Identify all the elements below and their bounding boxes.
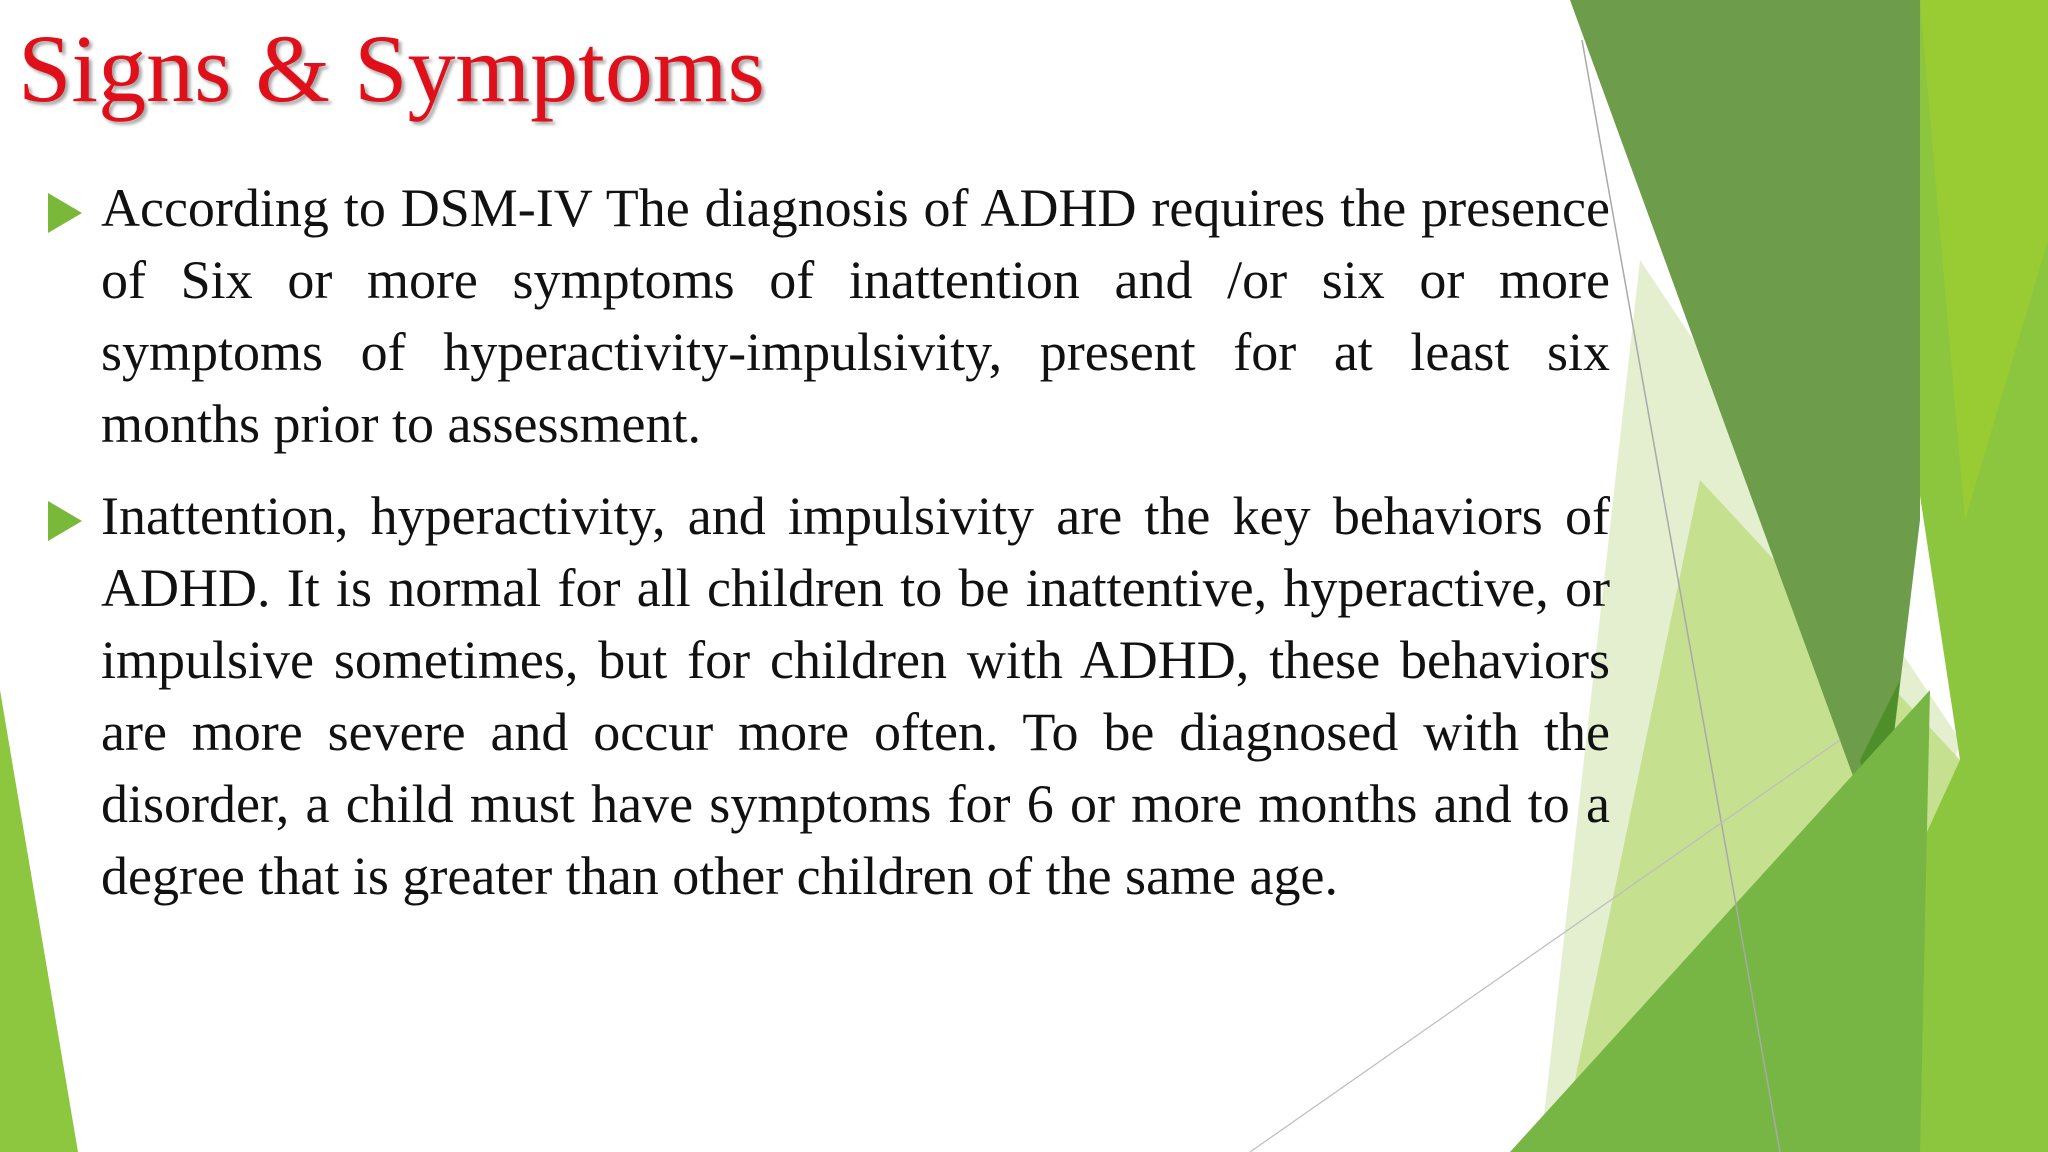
- triangle-bullet-icon: [48, 193, 82, 233]
- bullet-text-key-behaviors: Inattention, hyperactivity, and impulsivity are the key behaviors of ADHD. It is normal for all children to be inattentive, hyperactive, or impulsive sometimes, but for children with ADHD, these behaviors are more severe and occur more often. To be diagnosed with the disorder, a child must have symptoms for 6 or more months and to a degree that is greater than other children of the same age.: [101, 486, 1610, 906]
- bullet-item-key-behaviors: [40, 480, 1610, 912]
- bullet-item-diagnosis: [40, 172, 1610, 460]
- bullet-text-diagnosis: According to DSM-IV The diagnosis of ADHD requires the presence of Six or more symptoms of inattention and /or six or more symptoms of hyperactivity-impulsivity, present for at least six months prior to assessment.: [101, 178, 1610, 454]
- slide-title: Signs & Symptoms: [18, 15, 765, 122]
- triangle-bullet-icon: [48, 501, 82, 541]
- bullet-list: [40, 172, 1610, 932]
